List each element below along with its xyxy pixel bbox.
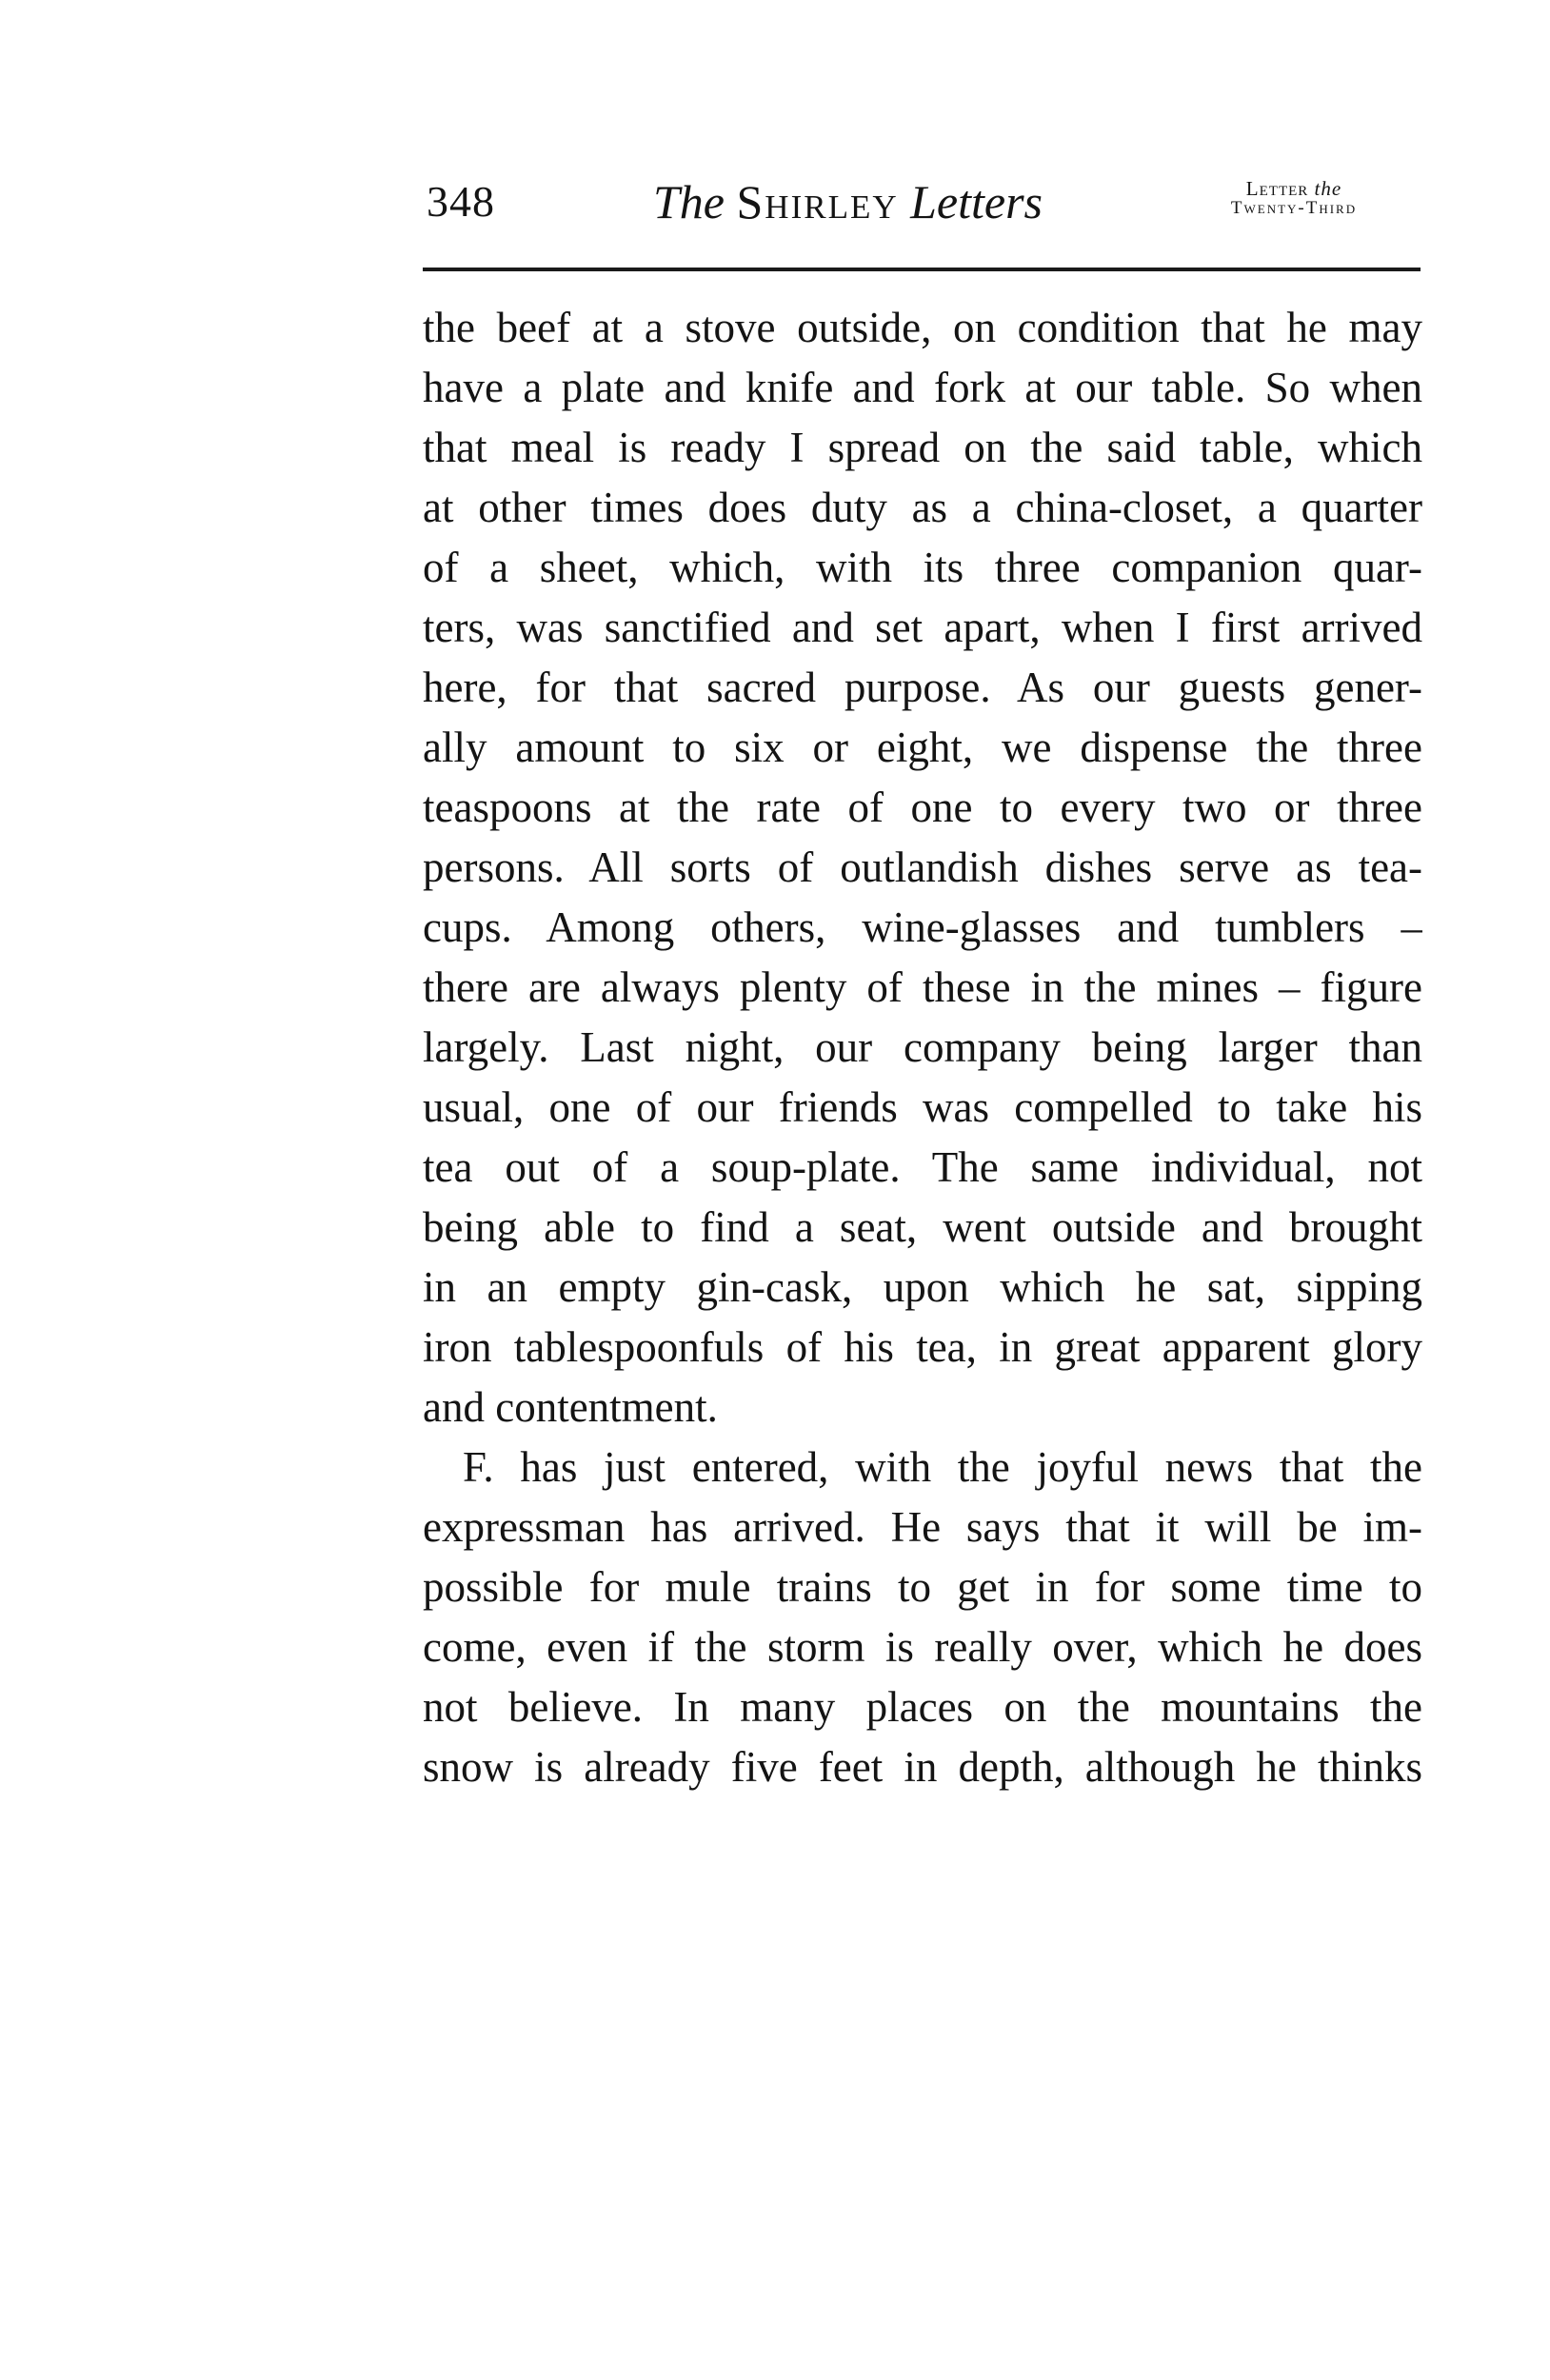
section-label-italic: the bbox=[1314, 177, 1342, 200]
text-line: usual, one of our friends was compelled to take his bbox=[423, 1083, 1422, 1131]
text-line: iron tablespoonfuls of his tea, in great apparent glory bbox=[423, 1323, 1422, 1371]
text-line: possible for mule trains to get in for some time to bbox=[423, 1563, 1422, 1611]
text-line: largely. Last night, our company being larger than bbox=[423, 1023, 1422, 1071]
text-line: there are always plenty of these in the mines – figure bbox=[423, 963, 1422, 1011]
title-prefix: The bbox=[653, 175, 725, 228]
header-rule bbox=[423, 268, 1421, 271]
text-line: persons. All sorts of outlandish dishes serve as tea- bbox=[423, 843, 1422, 891]
page-number: 348 bbox=[427, 177, 495, 226]
running-header bbox=[423, 176, 1422, 262]
section-label-line1 bbox=[1156, 178, 1432, 199]
text-line: being able to find a seat, went outside and brought bbox=[423, 1203, 1422, 1251]
text-line: ally amount to six or eight, we dispense the three bbox=[423, 724, 1422, 771]
text-line: not believe. In many places on the mountains the bbox=[423, 1683, 1422, 1731]
text-line: the beef at a stove outside, on condition that he may bbox=[423, 304, 1422, 351]
title-suffix: Letters bbox=[910, 175, 1043, 228]
text-line: come, even if the storm is really over, which he does bbox=[423, 1623, 1422, 1671]
section-label-line2: Twenty-Third bbox=[1230, 198, 1358, 219]
title-name: Shirley bbox=[736, 175, 899, 228]
text-line: teaspoons at the rate of one to every two or three bbox=[423, 783, 1422, 831]
running-title bbox=[653, 174, 1043, 229]
text-line: here, for that sacred purpose. As our guests gener- bbox=[423, 664, 1422, 711]
text-line: have a plate and knife and fork at our table. So when bbox=[423, 364, 1422, 411]
text-line: ters, was sanctified and set apart, when I first arrived bbox=[423, 604, 1422, 651]
text-line: expressman has arrived. He says that it will be im- bbox=[423, 1503, 1422, 1551]
text-line: at other times does duty as a china-closet, a quarter bbox=[423, 484, 1422, 531]
text-line: and contentment. bbox=[423, 1383, 718, 1431]
text-line: snow is already five feet in depth, although he thinks bbox=[423, 1743, 1422, 1791]
text-line: that meal is ready I spread on the said table, which bbox=[423, 424, 1422, 471]
text-line: cups. Among others, wine-glasses and tumblers – bbox=[423, 903, 1422, 951]
section-label-word: Letter bbox=[1245, 177, 1309, 200]
text-line: of a sheet, which, with its three companion quar- bbox=[423, 544, 1422, 591]
section-label bbox=[1156, 178, 1432, 218]
text-line: in an empty gin-cask, upon which he sat, sipping bbox=[423, 1263, 1422, 1311]
paragraph-start-line: F. has just entered, with the joyful news that the bbox=[463, 1443, 1422, 1491]
body-text bbox=[423, 298, 1422, 1797]
text-line: tea out of a soup-plate. The same individual, not bbox=[423, 1143, 1422, 1191]
